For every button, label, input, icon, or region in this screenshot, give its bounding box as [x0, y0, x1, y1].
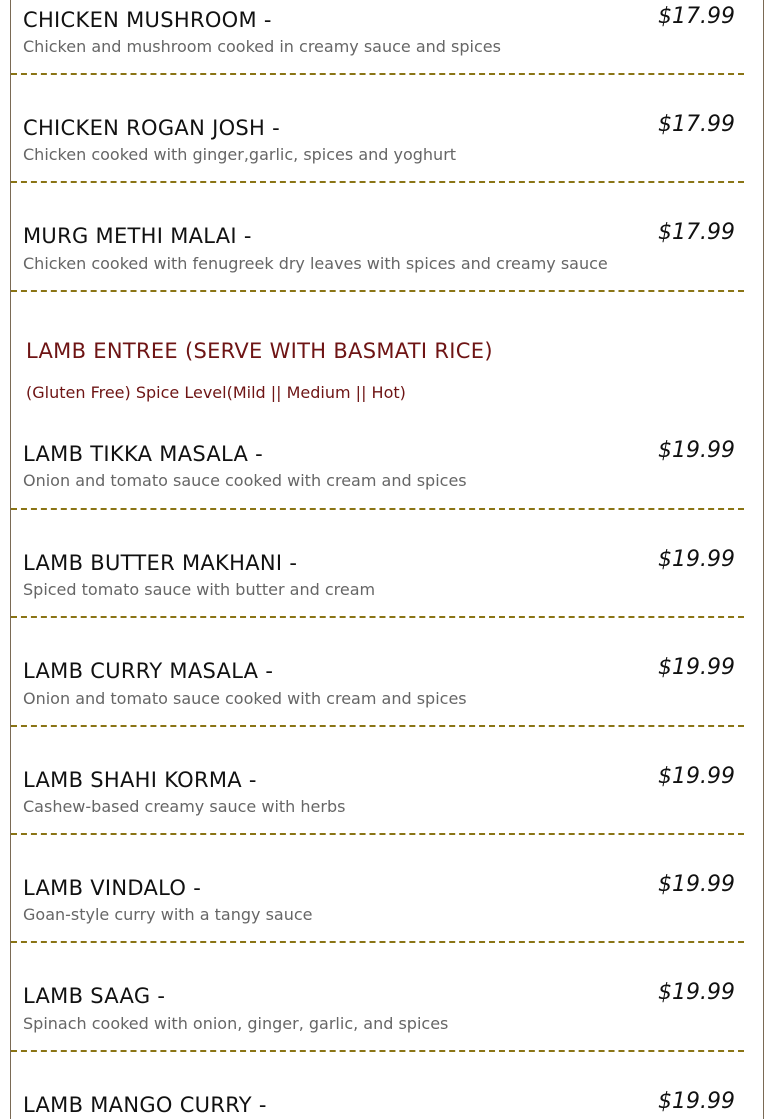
menu-item	[11, 434, 744, 542]
menu-item-description: Spiced tomato sauce with butter and cream	[23, 580, 376, 599]
menu-item	[11, 976, 744, 1084]
menu-item-name: MURG METHI MALAI -	[23, 224, 252, 248]
menu-item-name: LAMB SAAG -	[23, 984, 166, 1008]
menu-item-description: Onion and tomato sauce cooked with cream and spices	[23, 689, 467, 708]
item-divider	[11, 181, 744, 183]
menu-item	[11, 108, 744, 216]
menu-item	[11, 543, 744, 651]
menu-item	[11, 216, 744, 324]
menu-item-price: $19.99	[658, 655, 735, 680]
menu-item-price: $19.99	[658, 438, 735, 463]
item-divider	[11, 1050, 744, 1052]
item-divider	[11, 833, 744, 835]
menu-item-price: $19.99	[658, 764, 735, 789]
section-subtitle: (Gluten Free) Spice Level(Mild || Medium || Hot)	[26, 383, 406, 402]
menu-item-description: Chicken cooked with ginger,garlic, spices and yoghurt	[23, 145, 457, 164]
menu-item-price: $19.99	[658, 872, 735, 897]
item-divider	[11, 290, 744, 292]
item-divider	[11, 616, 744, 618]
menu-item-description: Onion and tomato sauce cooked with cream and spices	[23, 471, 467, 490]
menu-item-price: $17.99	[658, 220, 735, 245]
menu-item-name: CHICKEN MUSHROOM -	[23, 8, 272, 32]
menu-item-name: LAMB VINDALO -	[23, 876, 202, 900]
menu-item-description: Chicken cooked with fenugreek dry leaves with spices and creamy sauce	[23, 254, 608, 273]
menu-item-name: LAMB TIKKA MASALA -	[23, 442, 264, 466]
menu-item-name: LAMB BUTTER MAKHANI -	[23, 551, 298, 575]
menu-item-name: LAMB SHAHI KORMA -	[23, 768, 257, 792]
menu-item	[11, 868, 744, 976]
menu-item-price: $19.99	[658, 1089, 735, 1114]
menu-item	[11, 1085, 744, 1119]
menu-item-description: Chicken and mushroom cooked in creamy sauce and spices	[23, 37, 501, 56]
item-divider	[11, 725, 744, 727]
menu-item-price: $17.99	[658, 4, 735, 29]
menu-item-description: Spinach cooked with onion, ginger, garlic, and spices	[23, 1014, 449, 1033]
menu-item-name: LAMB CURRY MASALA -	[23, 659, 274, 683]
menu-item-price: $17.99	[658, 112, 735, 137]
menu-item	[11, 651, 744, 759]
menu-item-price: $19.99	[658, 980, 735, 1005]
menu-item	[11, 760, 744, 868]
menu-item-description: Goan-style curry with a tangy sauce	[23, 905, 313, 924]
menu-item-price: $19.99	[658, 547, 735, 572]
menu-item	[11, 0, 744, 108]
menu-item-name: LAMB MANGO CURRY -	[23, 1093, 267, 1117]
section-title: LAMB ENTREE (SERVE WITH BASMATI RICE)	[26, 339, 493, 363]
menu-item-description: Cashew-based creamy sauce with herbs	[23, 797, 346, 816]
item-divider	[11, 941, 744, 943]
menu-item-name: CHICKEN ROGAN JOSH -	[23, 116, 280, 140]
item-divider	[11, 508, 744, 510]
item-divider	[11, 73, 744, 75]
